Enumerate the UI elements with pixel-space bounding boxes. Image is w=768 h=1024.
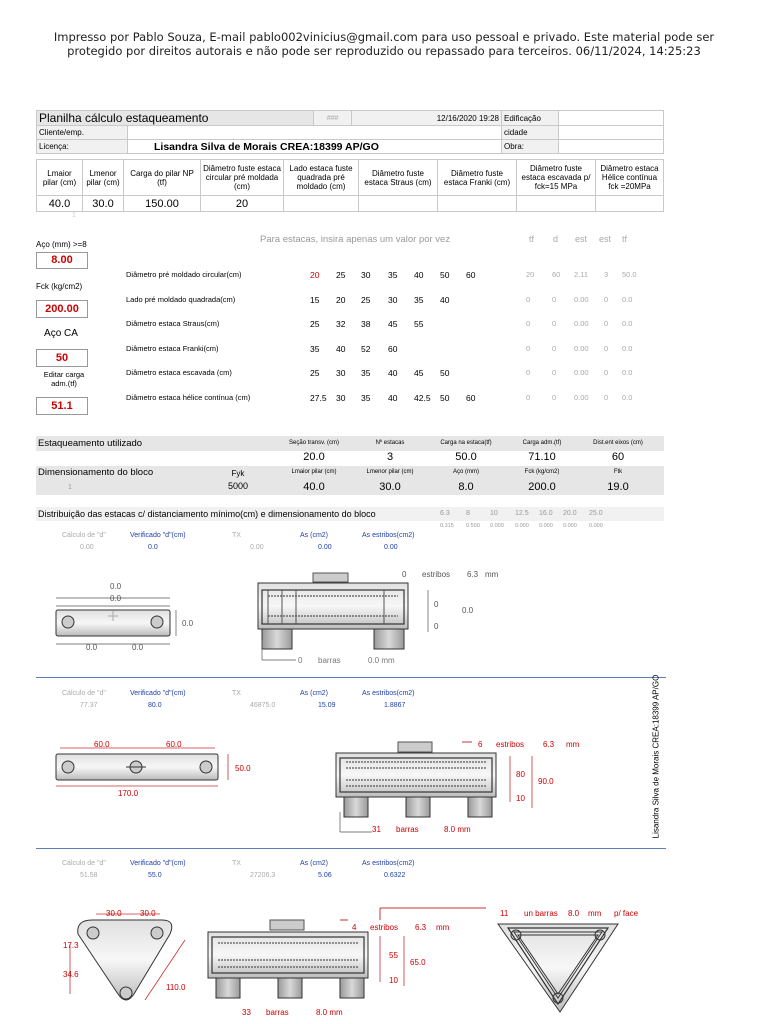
stake-row-label: Diâmetro estaca Franki(cm) [126, 343, 219, 353]
dim-col-value: 200.0 [528, 481, 556, 493]
calc-header: Verificado "d"(cm) [130, 532, 186, 539]
estaq-col-value: 20.0 [303, 451, 325, 463]
licenca-value: Lisandra Silva de Morais CREA:18399 AP/GO [128, 140, 502, 154]
calc-header: As estribos(cm2) [362, 860, 415, 867]
stake-right-value: 20 [526, 270, 535, 279]
s3-h-a: 55 [389, 951, 398, 960]
cliente-label: Cliente/emp. [37, 126, 128, 140]
stake-right-value: 0 [552, 368, 557, 377]
stake-value: 27.5 [310, 392, 327, 403]
estaq-col-value: 50.0 [455, 451, 477, 463]
col-carga: Carga do pilar NP (tf) [124, 160, 201, 196]
sheet-title: Planilha cálculo estaqueamento [37, 111, 314, 126]
stake-value: 30 [388, 294, 398, 305]
stake-value: 30 [361, 270, 371, 280]
acoca-label: Aço CA [44, 328, 78, 339]
s2-est-n: 6 [478, 740, 483, 749]
stake-value: 40 [414, 270, 424, 280]
estaq-col-header: Nº estacas [375, 440, 405, 446]
stake-row-label: Diâmetro estaca escavada (cm) [126, 368, 232, 377]
lmenor-input[interactable]: 30.0 [83, 196, 124, 212]
dim-col-header: Lmenor pilar (cm) [366, 469, 414, 475]
s3-bar-label: barras [266, 1008, 289, 1017]
section3-elevation [208, 908, 486, 998]
calc-header: Verificado "d"(cm) [130, 860, 186, 867]
bar-diameter: 8 [466, 510, 470, 517]
stake-right-value: 0.0 [622, 392, 633, 402]
stake-value: 38 [361, 319, 371, 329]
stake-row-label: Diâmetro estaca Straus(cm) [126, 319, 220, 328]
editar-input[interactable]: 51.1 [36, 397, 88, 415]
s3-face-mm: 8.0 [568, 909, 580, 918]
dist-title: Distribuição das estacas c/ distanciamento mínimo(cm) e dimensionamento do bloco [38, 509, 376, 519]
calc-header: As (cm2) [300, 532, 328, 539]
calc-header: Cálculo de "d" [62, 690, 106, 697]
calc-header: As estribos(cm2) [362, 690, 415, 697]
calc-value: 0.00 [384, 544, 398, 551]
s1-bot1: 0.0 [86, 643, 98, 652]
stake-value: 40 [388, 368, 398, 378]
stake-value: 60 [466, 270, 476, 280]
calc-header: Cálculo de "d" [62, 532, 106, 539]
hash-cell: ### [314, 111, 351, 126]
date-cell: 12/16/2020 19:28 [351, 111, 501, 126]
cidade-label: cidade [502, 126, 559, 140]
section1-plan [56, 598, 176, 644]
calc-value: 0.00 [318, 544, 332, 551]
calc-value: 5.06 [318, 872, 332, 879]
stake-value: 42.5 [414, 392, 431, 403]
stake-value: 52 [361, 343, 371, 354]
col-diam-circ: Diâmetro fuste estaca circular pré moldada (cm) [201, 160, 284, 196]
bar-value: 0.000 [515, 523, 529, 529]
calc-value: 77.37 [80, 702, 98, 709]
dim-title: Dimensionamento do bloco [38, 467, 154, 478]
estaq-col-header: Dist.ent eixos (cm) [593, 440, 643, 446]
s2-est-unit: mm [566, 740, 580, 749]
stake-right-value: 60 [552, 270, 561, 279]
stake-right-value: 0.00 [574, 294, 589, 304]
carga-input[interactable]: 150.00 [124, 196, 201, 212]
s2-top1: 60.0 [94, 740, 110, 749]
edificacao-label: Edificação [502, 111, 559, 126]
s3-est-n: 4 [352, 923, 357, 932]
stake-value: 30 [336, 368, 346, 378]
calc-value: 0.0 [148, 544, 158, 551]
s2-h-c: 10 [516, 794, 525, 803]
stake-right-value: 0 [552, 319, 557, 328]
s1-bar-n: 0 [298, 656, 303, 665]
s3-h-b: 65.0 [410, 958, 426, 967]
estaq-col-value: 71.10 [528, 451, 556, 463]
signature-text: Lisandra Silva de Morais CREA:18399 AP/GO [651, 674, 661, 839]
calc-value: 0.00 [80, 544, 94, 551]
s2-est-mm: 6.3 [543, 740, 555, 749]
estaq-col-header: Seção transv. (cm) [289, 440, 339, 446]
calc-value: 46875.0 [250, 702, 276, 709]
stake-value: 50 [440, 368, 450, 378]
s3-est-mm: 6.3 [415, 923, 427, 932]
stake-right-value: 0 [526, 343, 531, 353]
s2-h-b: 90.0 [538, 777, 554, 786]
s2-bar-n: 31 [372, 825, 381, 834]
stake-right-value: 0 [604, 343, 609, 353]
s3-s2: 34.6 [63, 970, 79, 979]
diam-circ-input[interactable]: 20 [201, 196, 284, 212]
stake-right-value: 0 [552, 294, 557, 304]
s3-face-n: 11 [500, 909, 509, 918]
s2-h-a: 80 [516, 770, 525, 779]
s1-top2: 0.0 [110, 594, 122, 603]
stake-value: 35 [361, 368, 371, 378]
dim-col-header: Lmaior pilar (cm) [291, 469, 337, 475]
stake-value: 25 [310, 319, 320, 329]
stake-right-value: 0.0 [622, 319, 633, 328]
bar-value: 0.000 [490, 523, 504, 529]
hint-col: d [553, 234, 559, 244]
hint-col: est [599, 234, 612, 244]
calc-value: 1.8867 [384, 702, 406, 709]
stake-right-value: 0 [526, 319, 531, 328]
one-marker: 1 [72, 212, 76, 219]
stake-right-value: 0 [604, 368, 609, 377]
col-lmenor: Lmenor pilar (cm) [83, 160, 124, 196]
s1-est-mm: 6.3 [467, 570, 479, 579]
dim-col-value: 40.0 [303, 481, 325, 493]
hint-col: tf [529, 234, 535, 244]
s2-side: 50.0 [235, 764, 251, 773]
stake-row-label: Diâmetro pré moldado circular(cm) [126, 270, 242, 279]
s3-top2: 30.0 [140, 909, 156, 918]
calc-value: 15.09 [318, 702, 336, 709]
stake-right-value: 0 [552, 392, 557, 402]
stake-value: 25 [310, 368, 320, 378]
dim-col-value: 30.0 [379, 481, 401, 493]
s3-face-unit: mm [588, 909, 602, 918]
s3-face-pf: p/ face [614, 909, 639, 918]
stake-right-value: 0 [552, 343, 557, 353]
s1-est-n: 0 [402, 570, 407, 579]
bar-value: 0.000 [589, 523, 603, 529]
dim-col-value: 8.0 [458, 481, 474, 493]
stake-value: 40 [388, 392, 398, 403]
stake-value: 50 [440, 392, 450, 403]
stake-value: 40 [336, 343, 346, 354]
s1-side: 0.0 [182, 619, 194, 628]
hint-col: tf [622, 234, 628, 244]
stake-right-value: 0 [604, 392, 609, 402]
col-helice: Diâmetro estaca Hélice contínua fck =20MPa [596, 160, 664, 196]
s3-s3: 110.0 [166, 983, 186, 992]
calc-header: TX [232, 690, 241, 697]
stake-right-value: 0.00 [574, 368, 589, 377]
aco-label: Aço (mm) >=8 [36, 240, 87, 249]
s3-bar-mm: 8.0 mm [316, 1008, 343, 1017]
stake-right-value: 0.0 [622, 368, 633, 377]
s3-bar-n: 33 [242, 1008, 251, 1017]
calc-value: 0.6322 [384, 872, 406, 879]
stake-value: 35 [388, 270, 398, 280]
section2-plan [56, 748, 228, 786]
s1-bar-label: barras [318, 656, 341, 665]
stake-right-value: 0 [526, 294, 531, 304]
stake-row-label: Diâmetro estaca hélice contínua (cm) [126, 392, 251, 402]
s3-est-unit: mm [436, 923, 450, 932]
s3-est-label: estribos [370, 923, 399, 932]
stake-right-value: 0.00 [574, 319, 589, 328]
s2-top2: 60.0 [166, 740, 182, 749]
calc-header: Cálculo de "d" [62, 860, 106, 867]
bar-diameter: 6.3 [440, 510, 450, 517]
aco-input[interactable]: 8.00 [36, 252, 88, 269]
stake-value: 32 [336, 319, 346, 329]
s1-h-c: 0 [434, 622, 439, 631]
section3-triangle [498, 924, 618, 1012]
s2-est-label: estribos [496, 740, 525, 749]
stake-right-value: 0.0 [622, 294, 633, 304]
fck-input[interactable]: 200.00 [36, 300, 88, 318]
bar-value: 0.500 [466, 523, 480, 529]
estaq-col-header: Carga na estaca(tf) [440, 440, 492, 446]
licenca-label: Licença: [37, 140, 128, 154]
s2-bar-label: barras [396, 825, 419, 834]
dim-col-header: Fyk [231, 469, 245, 478]
stake-right-value: 0.00 [574, 392, 589, 402]
col-franki: Diâmetro fuste estaca Franki (cm) [438, 160, 517, 196]
dim-col-header: Ftk [613, 469, 623, 475]
bar-diameter: 20.0 [563, 510, 577, 517]
calc-header: As (cm2) [300, 690, 328, 697]
stake-value: 60 [466, 392, 476, 403]
stake-right-value: 3 [604, 270, 609, 279]
calc-value: 55.0 [148, 872, 162, 879]
estaq-col-header: Carga adm.(tf) [522, 440, 562, 446]
col-escavada: Diâmetro fuste estaca escavada p/ fck=15 MPa [517, 160, 596, 196]
s3-h-c: 10 [389, 976, 398, 985]
lmaior-input[interactable]: 40.0 [37, 196, 83, 212]
fck-label: Fck (kg/cm2) [36, 282, 83, 291]
dim-one: 1 [68, 484, 72, 491]
stake-value: 45 [388, 319, 398, 329]
col-lado-quad: Lado estaca fuste quadrada pré moldado (cm) [284, 160, 359, 196]
stake-value: 55 [414, 319, 424, 329]
acoca-input[interactable]: 50 [36, 349, 88, 367]
print-banner: Impresso por Pablo Souza, E-mail pablo002vinicius@gmail.com para uso pessoal e privado. Este material pode ser protegido por direitos autorais e não pode ser reproduzido ou repassado para terceiros. 06/11/2024, 14:25:23 [53, 30, 715, 58]
dim-col-header: Fck (kg/cm2) [524, 469, 560, 475]
obra-label: Obra: [502, 140, 559, 154]
stake-right-value: 0.00 [574, 343, 589, 353]
calc-header: As (cm2) [300, 860, 328, 867]
calc-header: Verificado "d"(cm) [130, 690, 186, 697]
s1-h-b: 0.0 [462, 606, 474, 615]
calc-header: As estribos(cm2) [362, 532, 415, 539]
s2-bar-mm: 8.0 mm [444, 825, 471, 834]
s3-face-txt: un barras [524, 909, 558, 918]
stake-right-value: 0.0 [622, 343, 633, 353]
stake-value: 15 [310, 294, 320, 305]
s3-top1: 30.0 [106, 909, 122, 918]
col-straus: Diâmetro fuste estaca Straus (cm) [359, 160, 438, 196]
estaq-title: Estaqueamento utilizado [38, 438, 143, 449]
dim-col-value: 19.0 [607, 481, 629, 493]
hint-col: est [575, 234, 588, 244]
stake-value: 25 [336, 270, 346, 280]
stake-right-value: 2.11 [574, 270, 589, 279]
bar-diameter: 12.5 [515, 510, 529, 517]
hint-text: Para estacas, insira apenas um valor por vez [260, 234, 451, 245]
stake-value: 35 [361, 392, 371, 403]
dim-col-header: Aço (mm) [453, 469, 479, 475]
stake-row-label: Lado pré moldado quadrada(cm) [126, 294, 236, 304]
stake-value: 30 [336, 392, 346, 403]
calc-value: 51.58 [80, 872, 98, 879]
s2-bot: 170.0 [118, 789, 139, 798]
stake-value: 25 [361, 294, 371, 305]
stake-right-value: 0 [604, 319, 609, 328]
s1-est-unit: mm [485, 570, 499, 579]
bar-diameter: 25.0 [589, 510, 603, 517]
bar-value: 0.315 [440, 523, 454, 529]
s1-bot2: 0.0 [132, 643, 144, 652]
stake-value: 35 [310, 343, 320, 354]
stake-right-value: 0 [526, 392, 531, 402]
stake-value: 40 [440, 294, 450, 305]
bar-value: 0.000 [539, 523, 553, 529]
calc-header: TX [232, 860, 241, 867]
calc-value: 80.0 [148, 702, 162, 709]
dim-col-value: 5000 [227, 481, 249, 491]
bar-diameter: 10 [490, 510, 498, 517]
s1-est-label: estribos [422, 570, 451, 579]
stake-value: 50 [440, 270, 450, 280]
stake-value: 60 [388, 343, 398, 354]
estaq-col-value: 3 [386, 451, 394, 463]
section1-elevation [258, 573, 428, 660]
estaq-col-value: 60 [611, 451, 625, 463]
s1-bar-mm: 0.0 mm [368, 656, 395, 665]
stake-right-value: 50.0 [622, 270, 637, 279]
bar-value: 0.000 [563, 523, 577, 529]
stake-right-value: 0 [526, 368, 531, 377]
stake-value: 20 [336, 294, 346, 305]
stake-right-value: 0 [604, 294, 609, 304]
col-lmaior: Lmaior pilar (cm) [37, 160, 83, 196]
stake-value: 45 [414, 368, 424, 378]
calc-value: 0.00 [250, 544, 264, 551]
stake-value: 35 [414, 294, 424, 305]
s1-h-a: 0 [434, 600, 439, 609]
editar-label: Editar carga adm.(tf) [43, 370, 85, 388]
section2-elevation [336, 742, 532, 832]
s3-s1: 17.3 [63, 941, 79, 950]
stake-value: 20 [310, 270, 320, 280]
s1-top1: 0.0 [110, 582, 122, 591]
bar-diameter: 16.0 [539, 510, 553, 517]
calc-header: TX [232, 532, 241, 539]
calc-value: 27206.3 [250, 872, 276, 879]
